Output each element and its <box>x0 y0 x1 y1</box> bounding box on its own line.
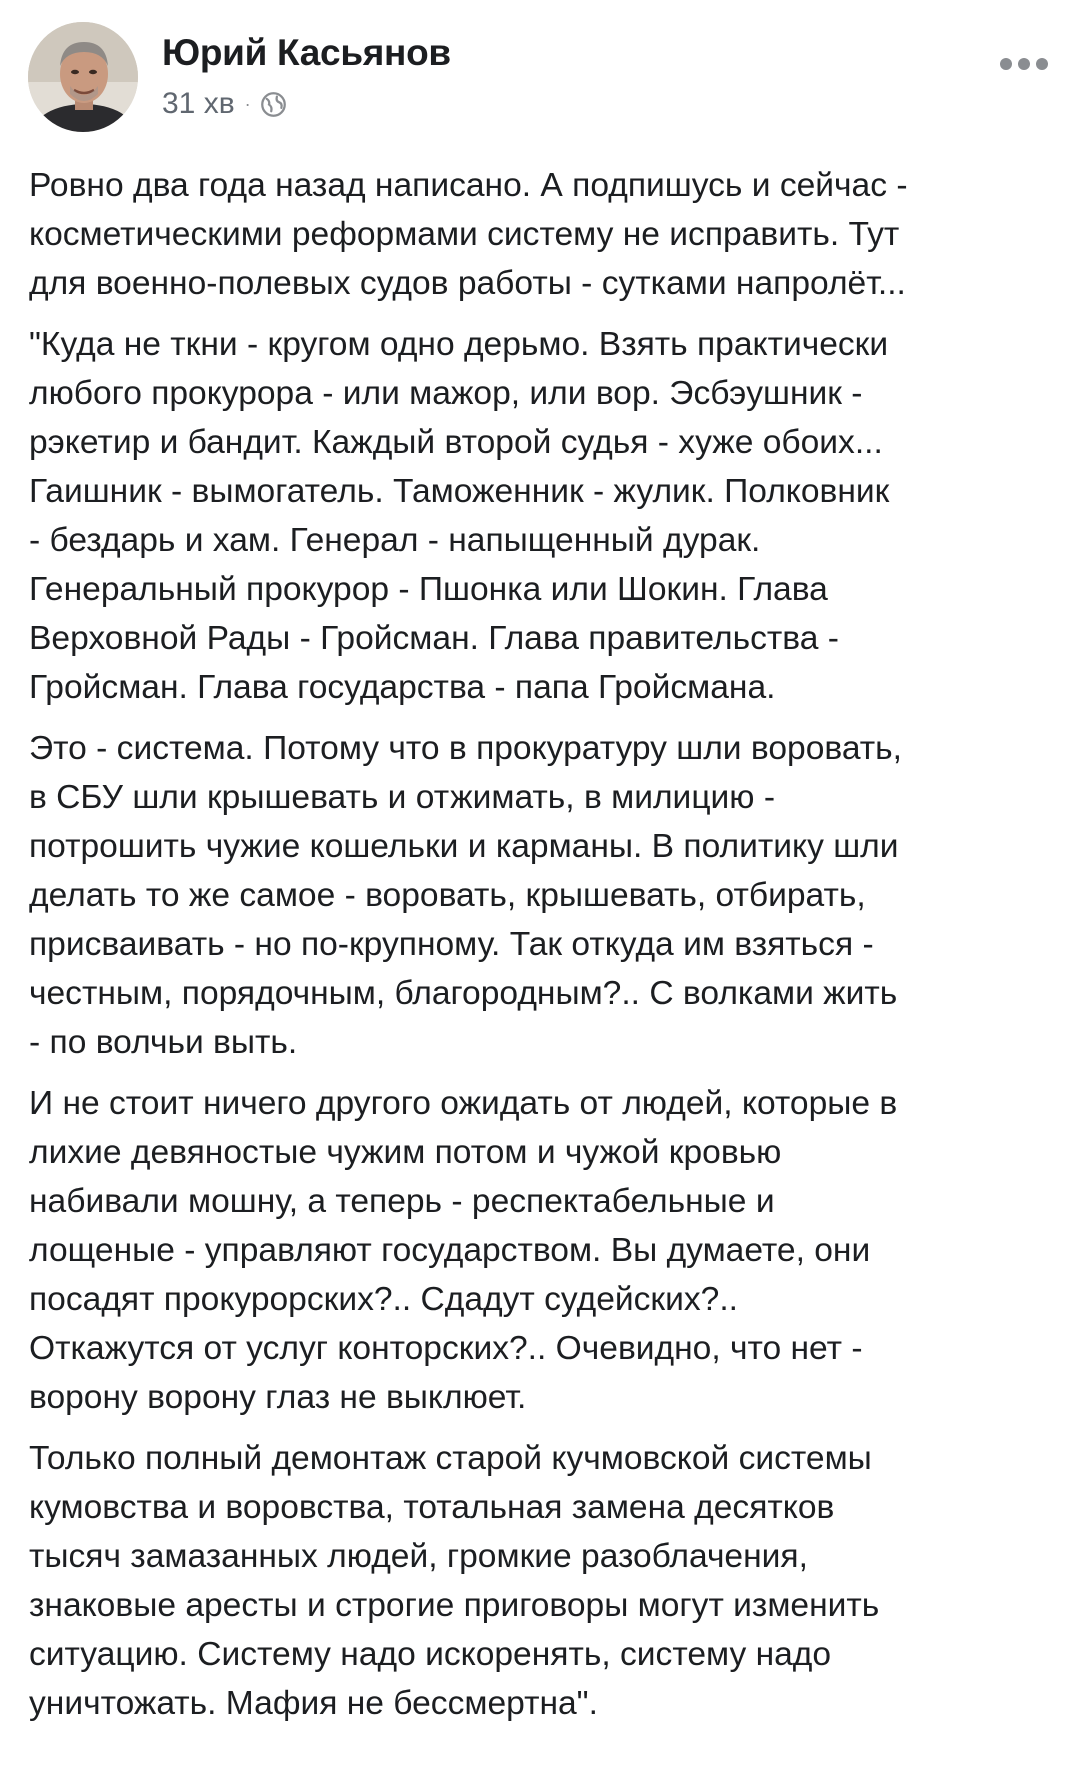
post-text-line: - бездарь и хам. Генерал - напыщенный дурак. <box>29 522 761 559</box>
post-meta <box>162 84 287 124</box>
post-text-line: "Куда не ткни - кругом одно дерьмо. Взять практически <box>29 326 889 363</box>
post-text-line: знаковые аресты и строгие приговоры могут изменить <box>29 1587 880 1624</box>
post-text-line: ситуацию. Систему надо искоренять, систему надо <box>29 1636 832 1673</box>
post-text-line: лихие девяностые чужим потом и чужой кровью <box>29 1134 782 1171</box>
post-paragraph <box>29 1079 1059 1422</box>
more-horizontal-icon <box>996 54 1052 74</box>
post-text-line: присваивать - но по-крупному. Так откуда им взяться - <box>29 926 874 963</box>
post-text-line: - по волчьи выть. <box>29 1024 298 1061</box>
post-text-line: честным, порядочным, благородным?.. С волками жить <box>29 975 898 1012</box>
post-paragraph <box>29 320 1059 712</box>
post-text-line: делать то же самое - воровать, крышевать, отбирать, <box>29 877 866 914</box>
post-text-line: в СБУ шли крышевать и отжимать, в милицию - <box>29 779 775 816</box>
post-timestamp[interactable]: 31 хв <box>162 87 235 120</box>
post-text-line: кумовства и воровства, тотальная замена десятков <box>29 1489 835 1526</box>
post-text-line: Откажутся от услуг конторских?.. Очевидно, что нет - <box>29 1330 863 1367</box>
post-paragraph <box>29 1434 1059 1728</box>
post-paragraph <box>29 161 1059 308</box>
post-text-line: любого прокурора - или мажор, или вор. Эсбэушник - <box>29 375 863 412</box>
meta-separator: · <box>244 93 251 114</box>
post-text-line: косметическими реформами систему не исправить. Тут <box>29 216 900 253</box>
post-text-line: Это - система. Потому что в прокуратуру шли воровать, <box>29 730 902 767</box>
globe-icon[interactable] <box>260 91 287 118</box>
post-text-line: рэкетир и бандит. Каждый второй судья - хуже обоих... <box>29 424 883 461</box>
post-text-line: лощеные - управляют государством. Вы думаете, они <box>29 1232 871 1269</box>
post-text-line: уничтожать. Мафия не бессмертна". <box>29 1685 598 1722</box>
post-text-line: потрошить чужие кошельки и карманы. В политику шли <box>29 828 899 865</box>
post-text-line: набивали мошну, а теперь - респектабельные и <box>29 1183 775 1220</box>
post-text-line: Генеральный прокурор - Пшонка или Шокин. Глава <box>29 571 828 608</box>
post-text-line: Верховной Рады - Гройсман. Глава правительства - <box>29 620 839 657</box>
more-options-button[interactable] <box>996 46 1052 82</box>
author-avatar[interactable] <box>28 22 138 132</box>
post-text-line: Гройсман. Глава государства - папа Гройсмана. <box>29 669 776 706</box>
post-text-line: Ровно два года назад написано. А подпишусь и сейчас - <box>29 167 908 204</box>
post-text-line: ворону ворону глаз не выклюет. <box>29 1379 527 1416</box>
user-avatar <box>28 22 138 132</box>
post-text-line: посадят прокурорских?.. Сдадут судейских?.. <box>29 1281 738 1318</box>
post-text-line: Только полный демонтаж старой кучмовской системы <box>29 1440 872 1477</box>
post-paragraph <box>29 724 1059 1067</box>
author-name[interactable]: Юрий Касьянов <box>162 32 451 73</box>
post-text-line: для военно-полевых судов работы - сутками напролёт... <box>29 265 906 302</box>
post-text-line: И не стоит ничего другого ожидать от людей, которые в <box>29 1085 898 1122</box>
post-header <box>28 22 1052 132</box>
post-text-line: Гаишник - вымогатель. Таможенник - жулик. Полковник <box>29 473 890 510</box>
post-text <box>29 161 1059 1740</box>
post-text-line: тысяч замазанных людей, громкие разоблачения, <box>29 1538 808 1575</box>
